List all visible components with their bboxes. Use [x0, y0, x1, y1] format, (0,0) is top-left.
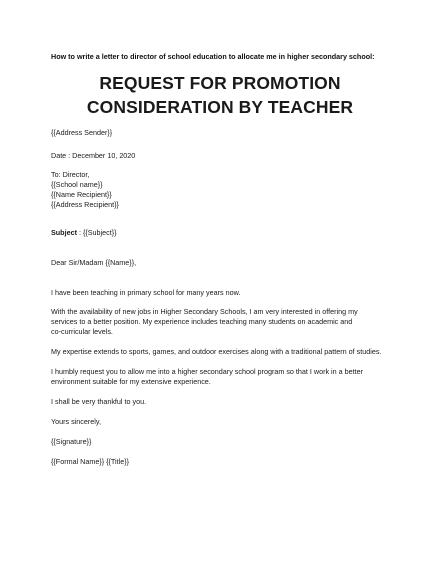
intro-heading: How to write a letter to director of school education to allocate me in higher secondary school:	[51, 52, 375, 61]
recipient-name: {{Name Recipient}}	[51, 190, 112, 199]
recipient-title: To: Director,	[51, 170, 90, 179]
paragraph-5: I shall be very thankful to you.	[51, 397, 147, 406]
paragraph-2-line-3: co-curricular levels.	[51, 327, 113, 336]
paragraph-1: I have been teaching in primary school for many years now.	[51, 288, 241, 297]
title-line-1: REQUEST FOR PROMOTION	[99, 73, 341, 93]
salutation: Dear Sir/Madam {{Name}},	[51, 258, 137, 267]
subject-line	[51, 228, 117, 237]
paragraph-4-line-1: I humbly request you to allow me into a higher secondary school program so that I work in a better	[51, 367, 364, 376]
paragraph-2-line-2: services to a better position. My experience includes teaching many students on academic and	[51, 317, 353, 326]
recipient-address: {{Address Recipient}}	[51, 200, 119, 209]
title-line-2: CONSIDERATION BY TEACHER	[86, 97, 354, 117]
paragraph-3: My expertise extends to sports, games, and outdoor exercises along with a traditional pattern of studies.	[51, 347, 382, 356]
subject-label: Subject	[51, 228, 77, 237]
paragraph-2-line-1: With the availability of new jobs in Higher Secondary Schools, I am very interested in offering my	[51, 307, 358, 316]
signature-placeholder: {{Signature}}	[51, 437, 92, 446]
subject-value: : {{Subject}}	[76, 228, 117, 237]
paragraph-4-line-2: environment suitable for my extensive experience.	[51, 377, 211, 386]
school-name: {{School name}}	[51, 180, 103, 189]
address-sender: {{Address Sender}}	[51, 128, 113, 137]
formal-name-placeholder: {{Formal Name}} {{Title}}	[51, 457, 130, 466]
letter-date: Date : December 10, 2020	[51, 151, 136, 160]
closing: Yours sincerely,	[51, 417, 101, 426]
